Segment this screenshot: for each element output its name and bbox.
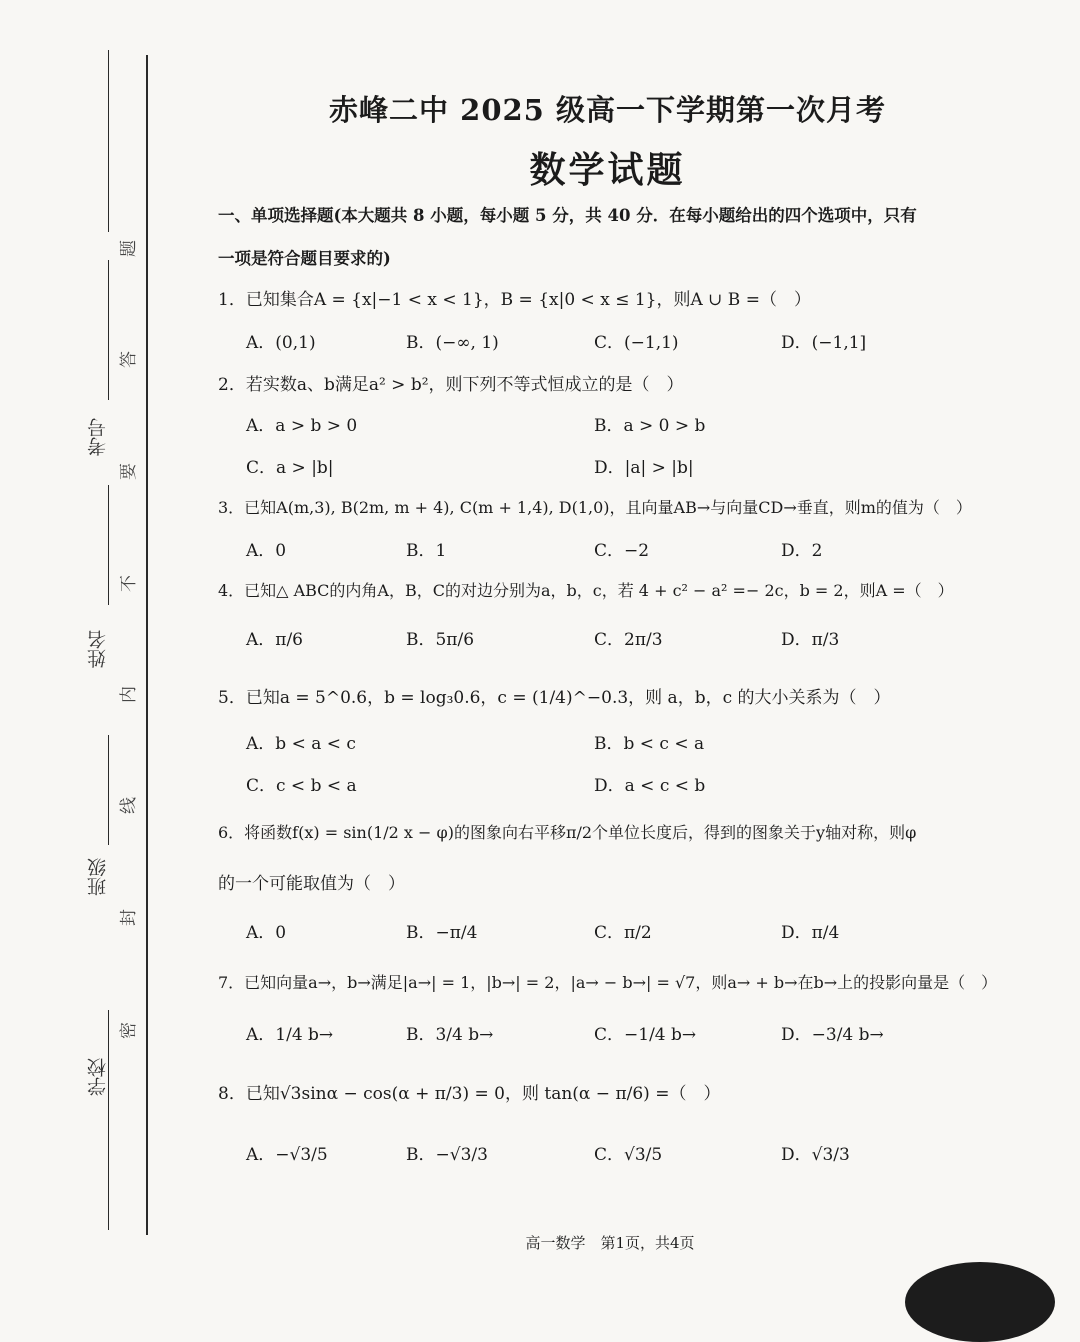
question-8-stem: 8．已知√3sinα − cos(α + π/3) = 0，则 tan(α − π/6) =（ ）	[218, 1084, 721, 1104]
question-1-option-c: C．(−1,1)	[594, 333, 679, 353]
binding-inner-line	[108, 50, 109, 232]
exam-school-title: 赤峰二中 2025 级高一下学期第一次月考	[329, 93, 886, 127]
seal-char: 密	[119, 1022, 139, 1039]
seal-char: 要	[119, 463, 139, 480]
question-2-option-a: A．a > b > 0	[246, 416, 358, 436]
question-1-stem: 1．已知集合A = {x|−1 < x < 1}，B = {x|0 < x ≤ 1}，则A ∪ B =（ ）	[218, 290, 811, 310]
seal-char: 答	[119, 351, 139, 368]
question-7-option-a: A．1/4 b→	[246, 1025, 334, 1045]
question-3-stem: 3．已知A(m,3), B(2m, m + 4), C(m + 1,4), D(1,0)，且向量AB→与向量CD→垂直，则m的值为（ ）	[218, 498, 972, 517]
binding-inner-line	[108, 260, 109, 400]
question-1-option-d: D．(−1,1]	[781, 333, 867, 353]
question-3-option-c: C．−2	[594, 541, 650, 561]
question-1-option-b: B．(−∞, 1)	[406, 333, 499, 353]
question-3-option-a: A．0	[246, 541, 287, 561]
question-5-stem: 5．已知a = 5^0.6，b = log₃0.6，c = (1/4)^−0.3，则 a，b，c 的大小关系为（ ）	[218, 688, 891, 708]
question-3-option-d: D．2	[781, 541, 823, 561]
binding-inner-line	[108, 735, 109, 845]
seal-char: 内	[119, 686, 139, 703]
question-8-option-c: C．√3/5	[594, 1145, 663, 1165]
margin-label-name: 姓名	[87, 630, 109, 668]
question-4-option-d: D．π/3	[781, 630, 840, 650]
question-4-option-b: B．5π/6	[406, 630, 475, 650]
seal-char: 封	[119, 909, 139, 926]
margin-label-exam-number: 考号	[87, 418, 109, 456]
question-8-option-a: A．−√3/5	[246, 1145, 328, 1165]
question-3-option-b: B．1	[406, 541, 447, 561]
question-8-option-d: D．√3/3	[781, 1145, 850, 1165]
question-7-option-c: C．−1/4 b→	[594, 1025, 697, 1045]
question-1-option-a: A．(0,1)	[246, 333, 316, 353]
question-6-option-a: A．0	[246, 923, 287, 943]
seal-char: 不	[119, 575, 139, 592]
seal-char: 题	[119, 240, 139, 257]
question-5-option-d: D．a < c < b	[594, 776, 706, 796]
question-6-option-d: D．π/4	[781, 923, 840, 943]
question-7-stem: 7．已知向量a→，b→满足|a→| = 1，|b→| = 2，|a→ − b→| = √7，则a→ + b→在b→上的投影向量是（ ）	[218, 973, 998, 992]
question-2-stem: 2．若实数a、b满足a² > b²，则下列不等式恒成立的是（ ）	[218, 375, 684, 395]
margin-label-school: 学校	[87, 1058, 109, 1096]
section-heading-line2: 一项是符合题目要求的)	[218, 249, 391, 268]
margin-label-class: 班级	[87, 858, 109, 896]
question-7-option-d: D．−3/4 b→	[781, 1025, 884, 1045]
binding-outer-line	[146, 55, 148, 1235]
question-5-option-c: C．c < b < a	[246, 776, 357, 796]
question-7-option-b: B．3/4 b→	[406, 1025, 494, 1045]
binding-inner-line	[108, 485, 109, 605]
photo-corner-shadow	[905, 1262, 1055, 1342]
page-footer: 高一数学 第1页，共4页	[525, 1234, 695, 1252]
question-6-option-c: C．π/2	[594, 923, 652, 943]
question-4-stem: 4．已知△ ABC的内角A，B，C的对边分别为a，b，c，若 4 + c² − a² =− 2c，b = 2，则A =（ ）	[218, 581, 954, 600]
seal-char: 线	[119, 797, 139, 814]
question-6-stem: 6．将函数f(x) = sin(1/2 x − φ)的图象向右平移π/2个单位长度后，得到的图象关于y轴对称，则φ	[218, 823, 917, 842]
question-5-option-a: A．b < a < c	[246, 734, 356, 754]
exam-subject-title: 数学试题	[529, 149, 686, 191]
section-heading-line1: 一、单项选择题(本大题共 8 小题，每小题 5 分，共 40 分．在每小题给出的四个选项中，只有	[218, 206, 917, 225]
question-8-option-b: B．−√3/3	[406, 1145, 488, 1165]
binding-inner-line	[108, 1010, 109, 1230]
question-6-option-b: B．−π/4	[406, 923, 478, 943]
question-2-option-b: B．a > 0 > b	[594, 416, 706, 436]
question-2-option-d: D．|a| > |b|	[594, 458, 694, 478]
question-4-option-c: C．2π/3	[594, 630, 663, 650]
question-6-stem-continued: 的一个可能取值为（ ）	[218, 874, 405, 894]
question-4-option-a: A．π/6	[246, 630, 303, 650]
question-5-option-b: B．b < c < a	[594, 734, 705, 754]
question-2-option-c: C．a > |b|	[246, 458, 334, 478]
